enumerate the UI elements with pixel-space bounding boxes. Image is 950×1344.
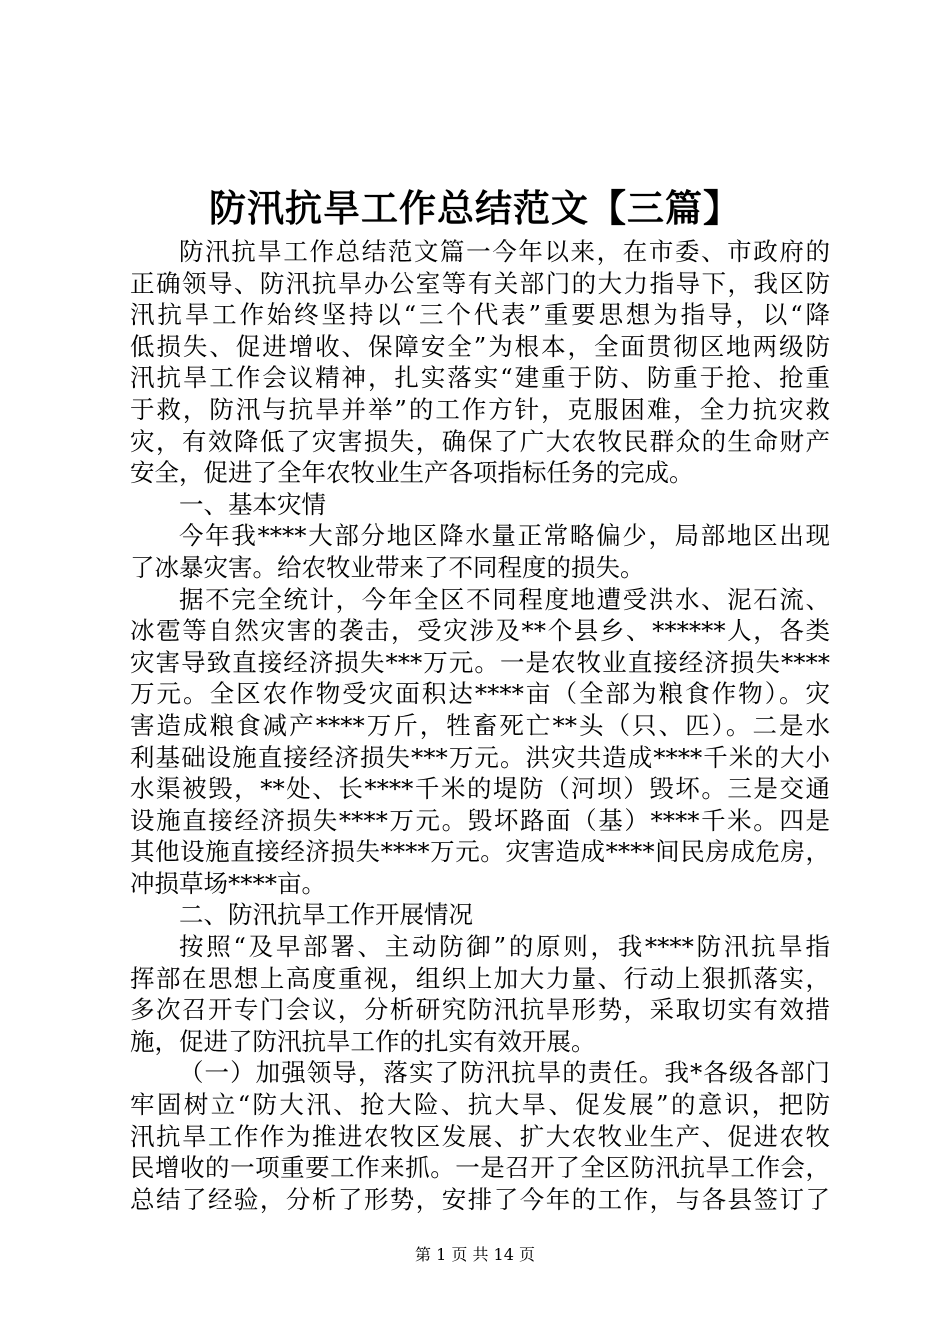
text-line: 牢固树立“防大汛、抢大险、抗大旱、促发展”的意识，把防 (130, 1090, 830, 1120)
text-line: 正确领导、防汛抗旱办公室等有关部门的大力指导下，我区防 (130, 268, 830, 298)
text-line: 其他设施直接经济损失****万元。灾害造成****间民房成危房， (130, 837, 830, 867)
text-line: 灾，有效降低了灾害损失，确保了广大农牧民群众的生命财产 (130, 426, 830, 456)
text-line: 民增收的一项重要工作来抓。一是召开了全区防汛抗旱工作会， (130, 1153, 830, 1183)
text-line: 冰雹等自然灾害的袭击，受灾涉及**个县乡、******人，各类 (130, 616, 830, 646)
document-body (130, 236, 830, 1215)
text-line: 汛抗旱工作始终坚持以“三个代表”重要思想为指导，以“降 (130, 300, 830, 330)
text-line: （一）加强领导，落实了防汛抗旱的责任。我*各级各部门 (179, 1058, 830, 1088)
text-line: 利基础设施直接经济损失***万元。洪灾共造成****千米的大小 (130, 742, 830, 772)
text-line: 总结了经验，分析了形势，安排了今年的工作，与各县签订了 (130, 1184, 830, 1214)
text-line: 冲损草场****亩。 (130, 868, 326, 898)
text-line: 今年我****大部分地区降水量正常略偏少，局部地区出现 (179, 521, 830, 551)
text-line: 多次召开专门会议，分析研究防汛抗旱形势，采取切实有效措 (130, 995, 830, 1025)
text-line: 汛抗旱工作作为推进农牧区发展、扩大农牧业生产、促进农牧 (130, 1121, 830, 1151)
text-line: 设施直接经济损失****万元。毁坏路面（基）****千米。四是 (130, 805, 830, 835)
text-line: 按照“及早部署、主动防御”的原则，我****防汛抗旱指 (179, 932, 830, 962)
text-line: 低损失、促进增收、保障安全”为根本，全面贯彻区地两级防 (130, 331, 830, 361)
text-line: 灾害导致直接经济损失***万元。一是农牧业直接经济损失**** (130, 647, 830, 677)
page-footer: 第 1 页 共 14 页 (415, 1245, 535, 1264)
text-line: 防汛抗旱工作总结范文篇一今年以来，在市委、市政府的 (179, 237, 830, 266)
text-line: 汛抗旱工作会议精神，扎实落实“建重于防、防重于抢、抢重 (130, 363, 830, 393)
text-line: 安全，促进了全年农牧业生产各项指标任务的完成。 (130, 458, 694, 488)
text-line: 于救，防汛与抗旱并举”的工作方针，克服困难，全力抗灾救 (130, 394, 830, 424)
text-line: 挥部在思想上高度重视，组织上加大力量、行动上狠抓落实， (130, 963, 830, 993)
document-title: 防汛抗旱工作总结范文【三篇】 (209, 186, 741, 230)
text-line: 一、基本灾情 (179, 489, 326, 519)
text-line: 二、防汛抗旱工作开展情况 (179, 900, 473, 930)
text-line: 万元。全区农作物受灾面积达****亩（全部为粮食作物）。灾 (130, 679, 830, 709)
text-line: 害造成粮食减产****万斤，牲畜死亡**头（只、匹）。二是水 (130, 710, 830, 740)
text-line: 了冰暴灾害。给农牧业带来了不同程度的损失。 (130, 552, 645, 582)
text-line: 施，促进了防汛抗旱工作的扎实有效开展。 (130, 1026, 596, 1056)
text-line: 据不完全统计，今年全区不同程度地遭受洪水、泥石流、 (179, 584, 830, 614)
text-line: 水渠被毁，**处、长****千米的堤防（河坝）毁坏。三是交通 (130, 774, 830, 804)
